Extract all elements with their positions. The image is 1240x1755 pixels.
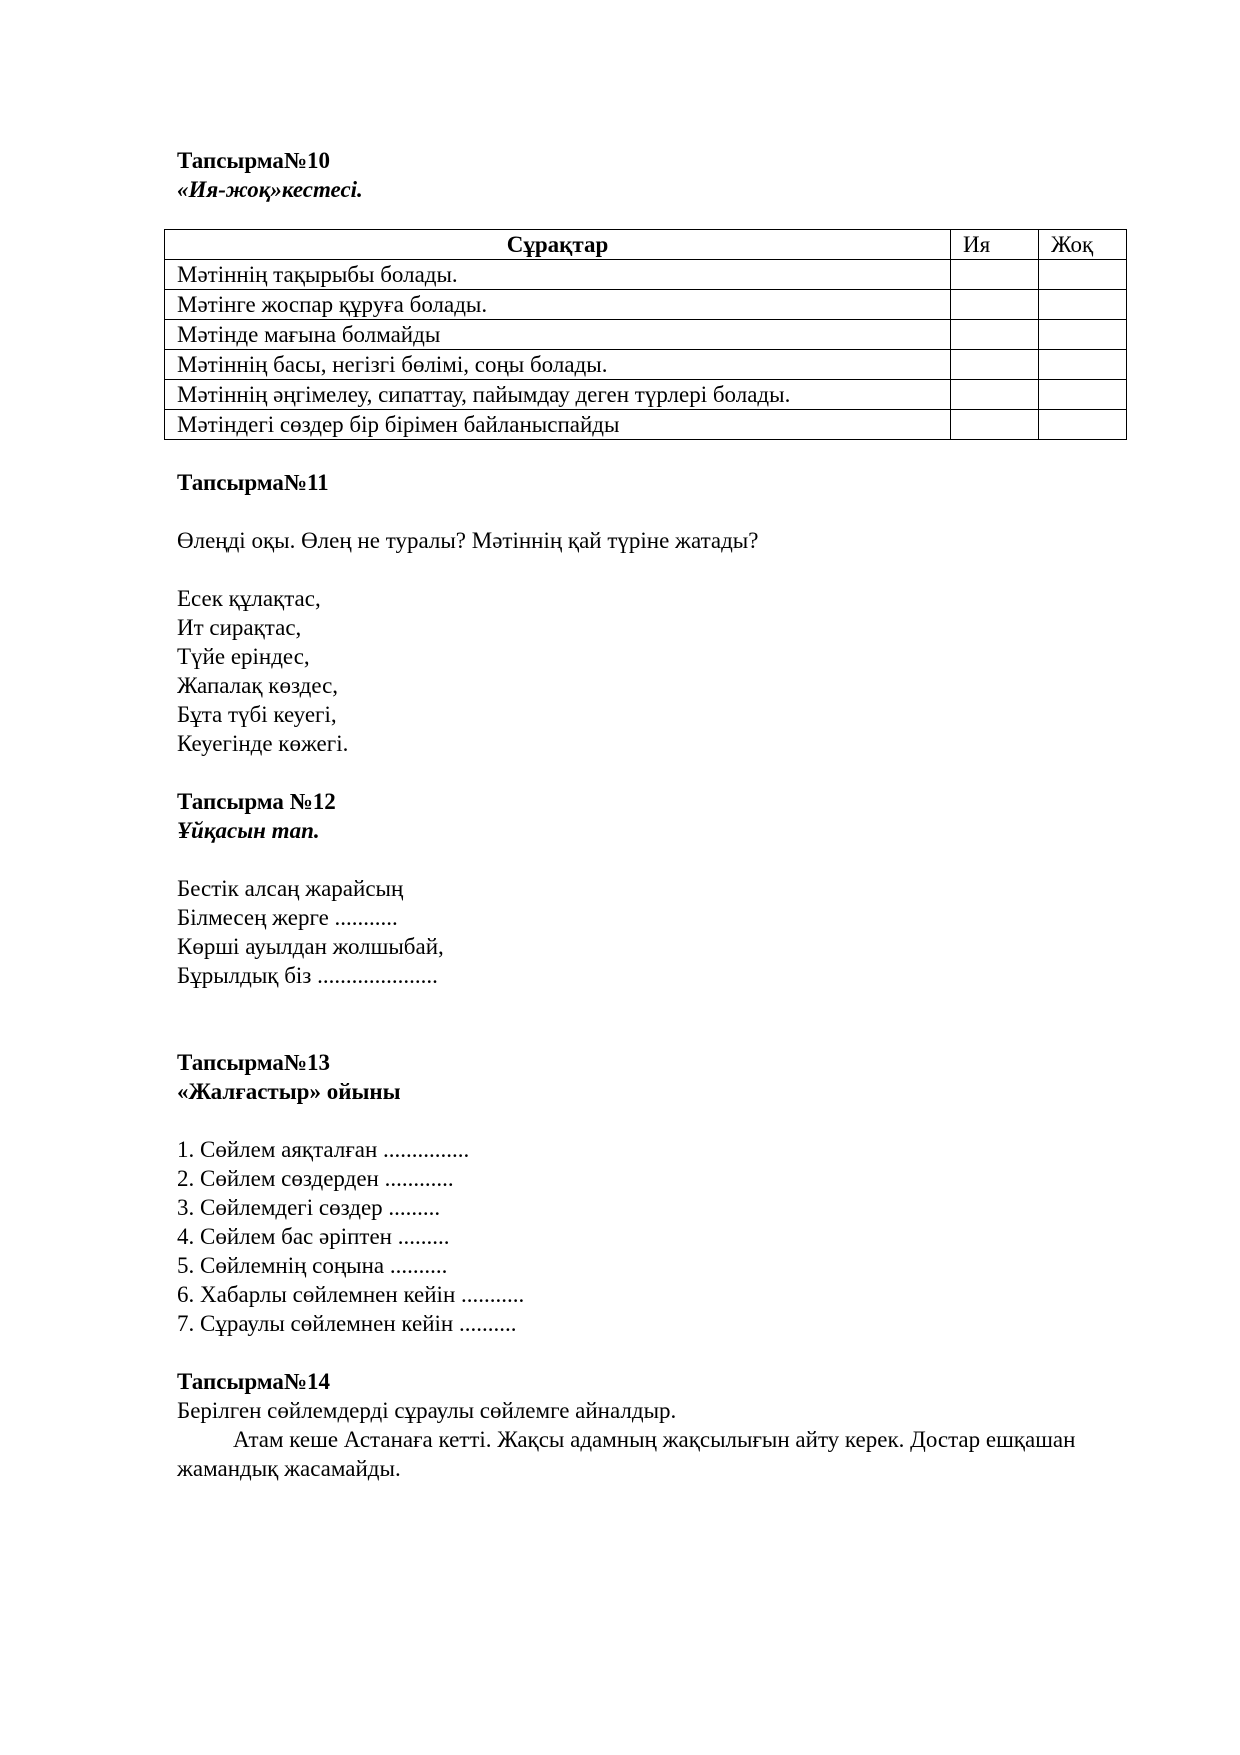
rhyme-line: Білмесең жерге ........... (177, 905, 398, 930)
column-header-yes: Ия (951, 230, 1039, 260)
task13-title: Тапсырма№13 (177, 1050, 330, 1075)
no-cell[interactable] (1039, 410, 1127, 440)
no-cell[interactable] (1039, 320, 1127, 350)
yes-cell[interactable] (951, 260, 1039, 290)
task14-text: Атам кеше Астанаға кетті. Жақсы адамның жақсылығын айту керек. Достар ешқашан жамандық жасамайды. (177, 1427, 1076, 1481)
yes-cell[interactable] (951, 290, 1039, 320)
rhyme-line: Бестік алсаң жарайсың (177, 876, 404, 901)
task10-subtitle: «Ия-жоқ»кестесі. (177, 177, 363, 202)
task13-subtitle: «Жалғастыр» ойыны (177, 1079, 401, 1104)
rhyme-line: Көрші ауылдан жолшыбай, (177, 934, 444, 959)
table-header-row (165, 230, 1127, 260)
task11-instruction: Өлеңді оқы. Өлең не туралы? Мәтіннің қай түріне жатады? (177, 528, 759, 553)
question-cell: Мәтіннің әңгімелеу, сипаттау, пайымдау деген түрлері болады. (165, 380, 951, 410)
no-cell[interactable] (1039, 290, 1127, 320)
poem-line: Кеуегінде көжегі. (177, 731, 349, 756)
table-row (165, 320, 1127, 350)
rhyme-line: Бұрылдық біз ..................... (177, 963, 438, 988)
question-cell: Мәтіннің басы, негізгі бөлімі, соңы болады. (165, 350, 951, 380)
list-item: 6. Хабарлы сөйлемнен кейін ........... (177, 1282, 525, 1307)
list-item: 2. Сөйлем сөздерден ............ (177, 1166, 454, 1191)
table-row (165, 350, 1127, 380)
list-item: 4. Сөйлем бас әріптен ......... (177, 1224, 450, 1249)
task12-title: Тапсырма №12 (177, 789, 336, 814)
list-item: 3. Сөйлемдегі сөздер ......... (177, 1195, 441, 1220)
question-cell: Мәтінде мағына болмайды (165, 320, 951, 350)
column-header-questions: Сұрақтар (165, 230, 951, 260)
yes-cell[interactable] (951, 320, 1039, 350)
column-header-no: Жоқ (1039, 230, 1127, 260)
no-cell[interactable] (1039, 350, 1127, 380)
list-item: 1. Сөйлем аяқталған ............... (177, 1137, 470, 1162)
task12-subtitle: Ұйқасын тап. (177, 818, 320, 843)
table-row (165, 260, 1127, 290)
yes-cell[interactable] (951, 380, 1039, 410)
no-cell[interactable] (1039, 260, 1127, 290)
table-row (165, 290, 1127, 320)
yes-cell[interactable] (951, 350, 1039, 380)
poem-line: Бұта түбі кеуегі, (177, 702, 337, 727)
poem-line: Есек құлақтас, (177, 586, 321, 611)
question-cell: Мәтіндегі сөздер бір бірімен байланыспайды (165, 410, 951, 440)
document-page (177, 146, 1127, 1483)
table-row (165, 380, 1127, 410)
task14-title: Тапсырма№14 (177, 1369, 330, 1394)
question-cell: Мәтіннің тақырыбы болады. (165, 260, 951, 290)
yes-no-table (164, 229, 1127, 440)
yes-cell[interactable] (951, 410, 1039, 440)
poem-line: Жапалақ көздес, (177, 673, 339, 698)
task11-title: Тапсырма№11 (177, 470, 329, 495)
list-item: 7. Сұраулы сөйлемнен кейін .......... (177, 1311, 517, 1336)
list-item: 5. Сөйлемнің соңына .......... (177, 1253, 448, 1278)
question-cell: Мәтінге жоспар құруға болады. (165, 290, 951, 320)
task14-instruction: Берілген сөйлемдерді сұраулы сөйлемге айналдыр. (177, 1398, 677, 1423)
poem-line: Түйе еріндес, (177, 644, 310, 669)
table-row (165, 410, 1127, 440)
task10-title: Тапсырма№10 (177, 148, 330, 173)
no-cell[interactable] (1039, 380, 1127, 410)
poem-line: Ит сирақтас, (177, 615, 302, 640)
